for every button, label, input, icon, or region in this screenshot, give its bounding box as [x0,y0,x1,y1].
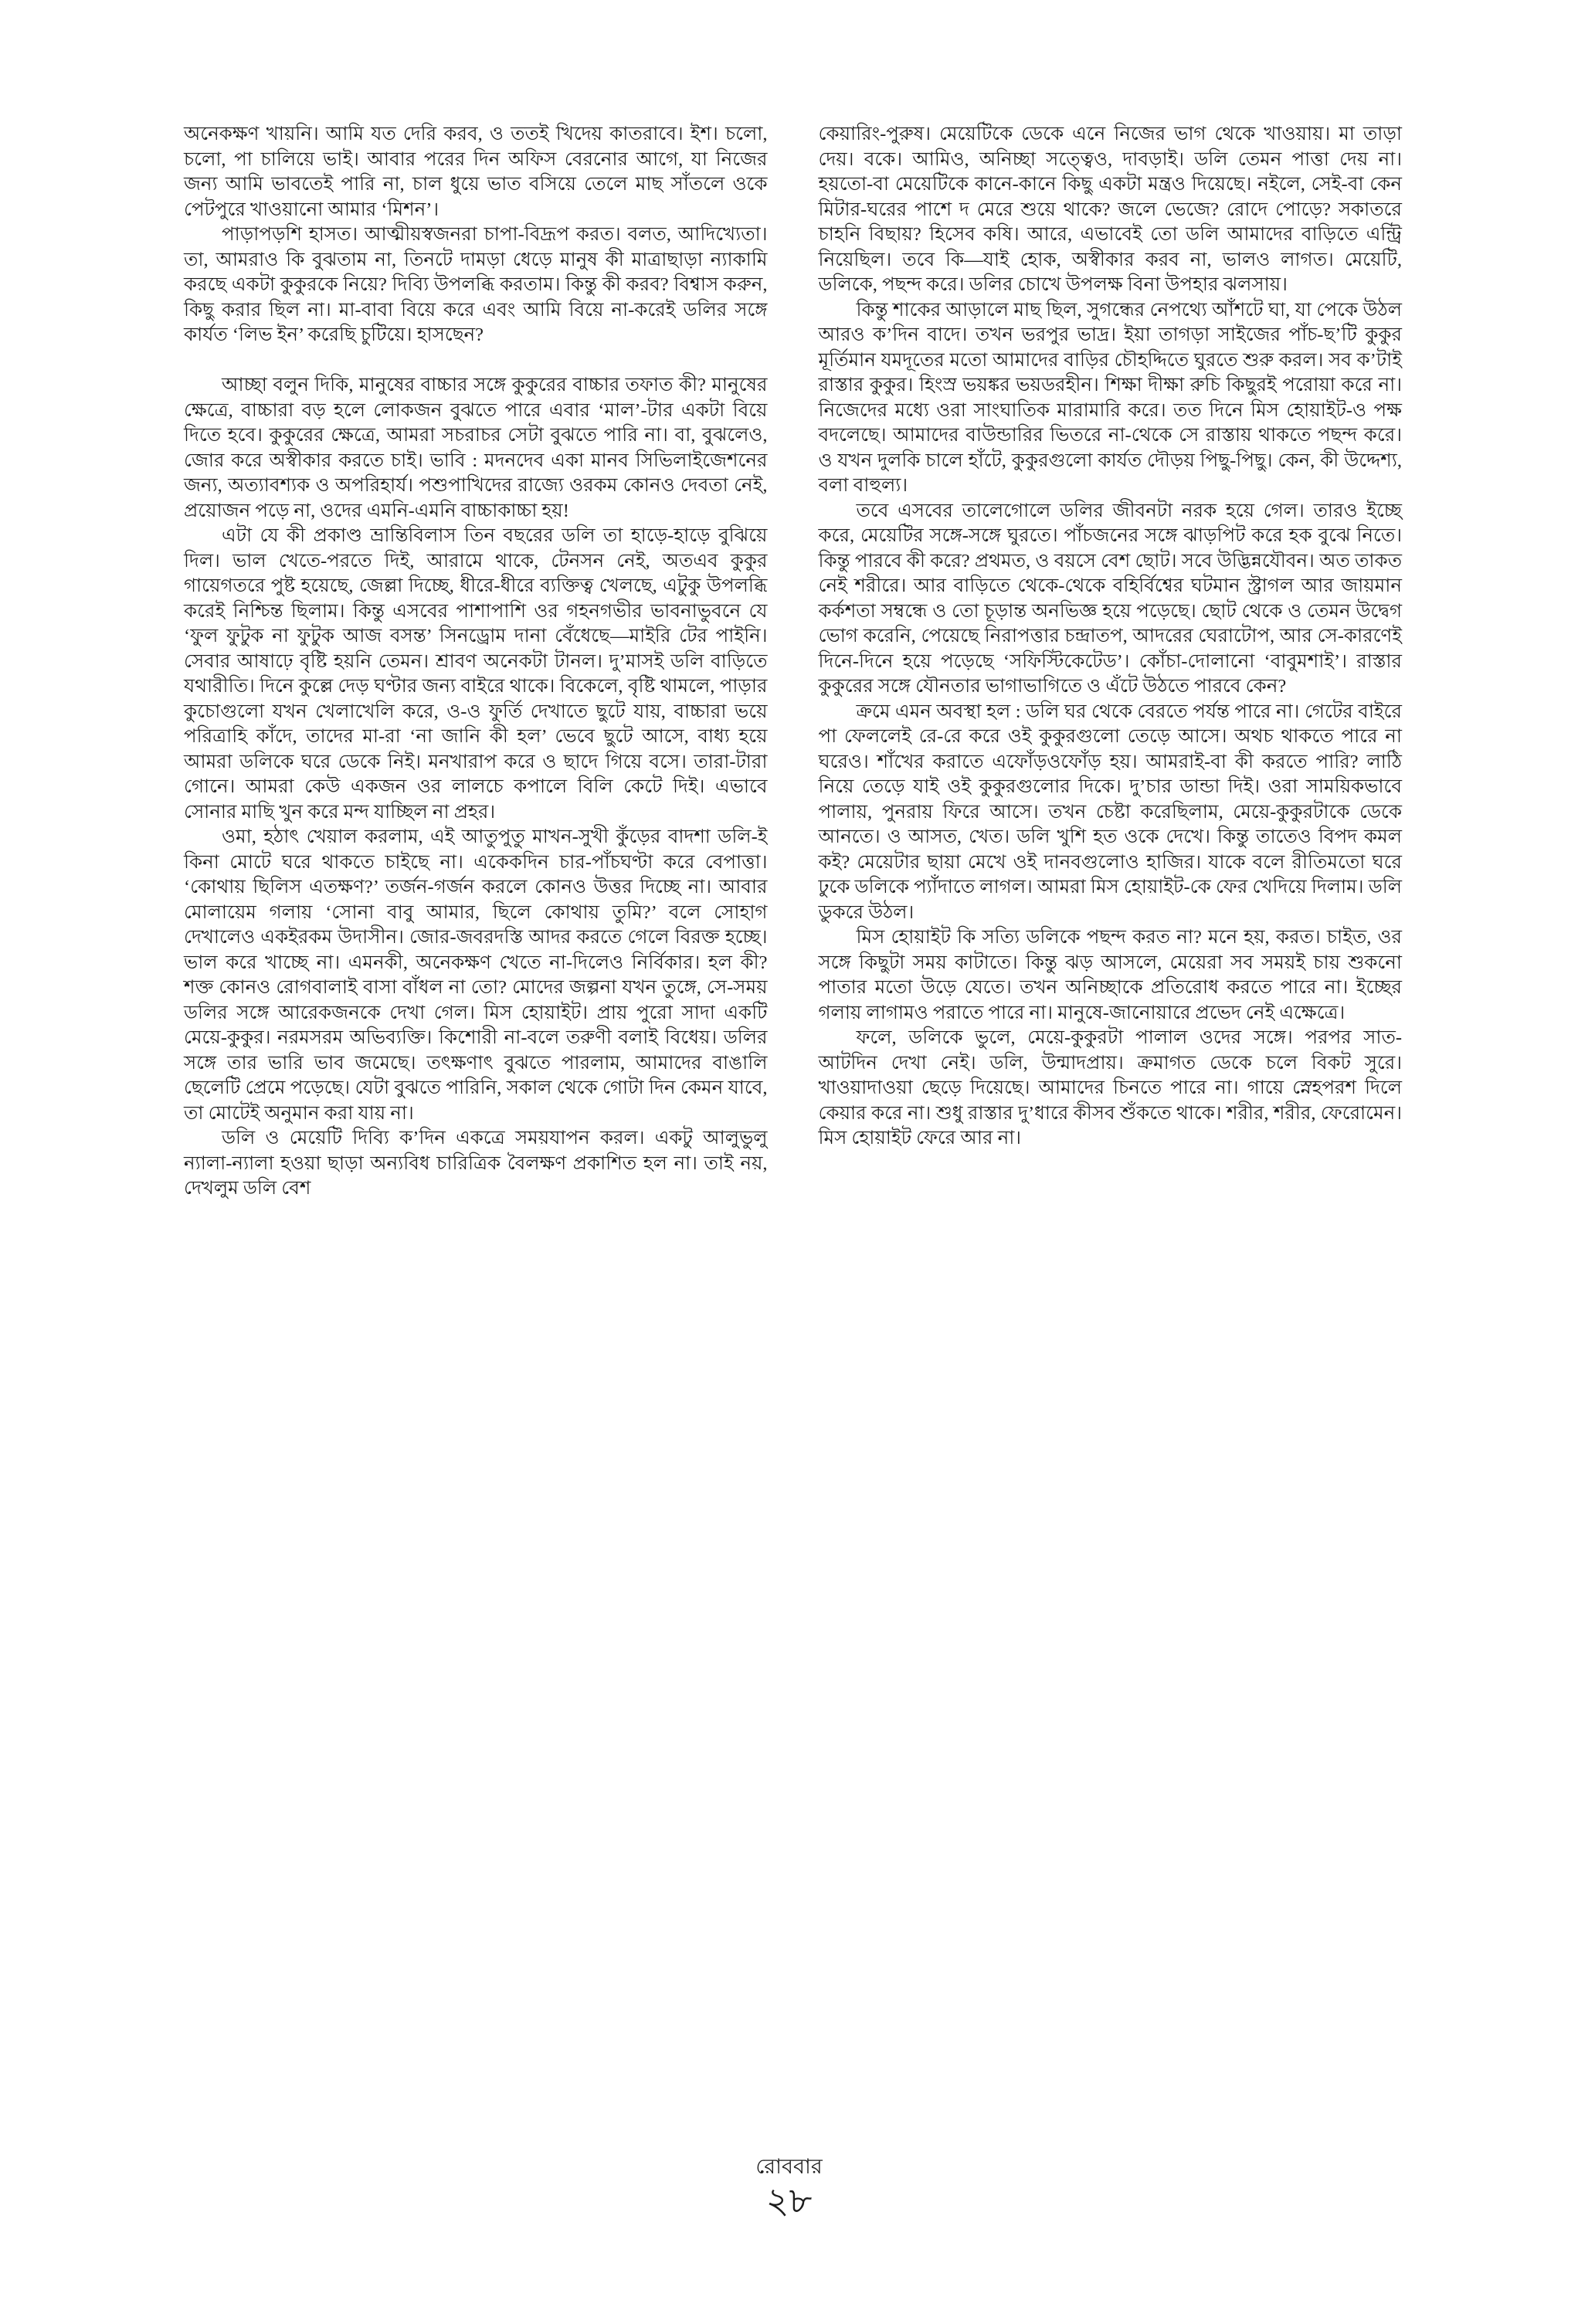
paragraph: কেয়ারিং-পুরুষ। মেয়েটিকে ডেকে এনে নিজের ভাগ থেকে খাওয়ায়। মা তাড়া দেয়। বকে। আমিও, অনিচ্ছা সত্ত্বেও, দাবড়াই। ডলি তেমন পাত্তা দেয় না। হয়তো-বা মেয়েটিকে কানে-কানে কিছু একটা মন্ত্রও দিয়েছে। নইলে, সেই-বা কেন মিটার-ঘরের পাশে দ মেরে শুয়ে থাকে? জলে ভেজে? রোদে পোড়ে? সকাতরে চাহনি বিছায়? হিসেব কষি। আরে, এভাবেই তো ডলি আমাদের বাড়িতে এন্ট্রি নিয়েছিল। তবে কি—যাই হোক, অস্বীকার করব না, ভালও লাগত। মেয়েটি, ডলিকে, পছন্দ করে। ডলির চোখে উপলক্ষ বিনা উপহার ঝলসায়। [818,124,1402,295]
page-number: ২৮ [765,2181,813,2221]
paragraph: ওমা, হঠাৎ খেয়াল করলাম, এই আতুপুতু মাখন-সুখী কুঁড়ের বাদশা ডলি-ই কিনা মোটে ঘরে থাকতে চাইছে না। একেকদিন চার-পাঁচঘণ্টা করে বেপাত্তা। ‘কোথায় ছিলিস এতক্ষণ?’ তর্জন-গর্জন করলে কোনও উত্তর দিচ্ছে না। আবার মোলায়েম গলায় ‘সোনা বাবু আমার, ছিলে কোথায় তুমি?’ বলে সোহাগ দেখালেও একইরকম উদাসীন। জোর-জবরদস্তি আদর করতে গেলে বিরক্ত হচ্ছে। ভাল করে খাচ্ছে না। এমনকী, অনেকক্ষণ খেতে না-দিলেও নির্বিকার। হল কী? শক্ত কোনও রোগবালাই বাসা বাঁধল না তো? মোদের জল্পনা যখন তুঙ্গে, সে-সময় ডলির সঙ্গে আরেকজনকে দেখা গেল। মিস হোয়াইট। প্রায় পুরো সাদা একটি মেয়ে-কুকুর। নরমসরম অভিব্যক্তি। কিশোরী না-বলে তরুণী বলাই বিধেয়। ডলির সঙ্গে তার ভারি ভাব জমেছে। তৎক্ষণাৎ বুঝতে পারলাম, আমাদের বাঙালি ছেলেটি প্রেমে পড়েছে। যেটা বুঝতে পারিনি, সকাল থেকে গোটা দিন কেমন যাবে, তা মোটেই অনুমান করা যায় না। [184,826,768,1124]
paragraph: তবে এসবের তালেগোলে ডলির জীবনটা নরক হয়ে গেল। তারও ইচ্ছে করে, মেয়েটির সঙ্গে-সঙ্গে ঘুরতে। পাঁচজনের সঙ্গে ঝাড়পিট করে হক বুঝে নিতে। কিন্তু পারবে কী করে? প্রথমত, ও বয়সে বেশ ছোট। সবে উদ্ভিন্নযৌবন। অত তাকত নেই শরীরে। আর বাড়িতে থেকে-থেকে বহির্বিশ্বের ঘটমান স্ট্রাগল আর জায়মান কর্কশতা সম্বন্ধে ও তো চূড়ান্ত অনভিজ্ঞ হয়ে পড়েছে। ছোট থেকে ও তেমন উদ্বেগ ভোগ করেনি, পেয়েছে নিরাপত্তার চন্দ্রাতপ, আদরের ঘেরাটোপ, আর সে-কারণেই দিনে-দিনে হয়ে পড়েছে ‘সফিস্টিকেটেড’। কোঁচা-দোলানো ‘বাবুমশাই’। রাস্তার কুকুরের সঙ্গে যৌনতার ভাগাভাগিতে ও এঁটে উঠতে পারবে কেন? [818,500,1402,697]
column-left [184,122,768,1202]
paragraph: অনেকক্ষণ খায়নি। আমি যত দেরি করব, ও ততই খিদেয় কাতরাবে। ইশ। চলো, চলো, পা চালিয়ে ভাই। আবার পরের দিন অফিস বেরনোর আগে, যা নিজের জন্য আমি ভাবতেই পারি না, চাল ধুয়ে ভাত বসিয়ে তেলে মাছ সাঁতলে ওকে পেটপুরে খাওয়ানো আমার ‘মিশন’। [184,124,768,220]
column-right [819,122,1403,1202]
paragraph: আচ্ছা বলুন দিকি, মানুষের বাচ্চার সঙ্গে কুকুরের বাচ্চার তফাত কী? মানুষের ক্ষেত্রে, বাচ্চারা বড় হলে লোকজন বুঝতে পারে এবার ‘মাল’-টার একটা বিয়ে দিতে হবে। কুকুরের ক্ষেত্রে, আমরা সচরাচর সেটা বুঝতে পারি না। বা, বুঝলেও, জোর করে অস্বীকার করতে চাই। ভাবি : মদনদেব একা মানব সিভিলাইজেশনের জন্য, অত্যাবশ্যক ও অপরিহার্য। পশুপাখিদের রাজ্যে ওরকম কোনও দেবতা নেই, প্রয়োজন পড়ে না, ওদের এমনি-এমনি বাচ্চাকাচ্চা হয়! [184,375,768,521]
paragraph: মিস হোয়াইট কি সত্যি ডলিকে পছন্দ করত না? মনে হয়, করত। চাইত, ওর সঙ্গে কিছুটা সময় কাটাতে। কিন্তু ঝড় আসলে, মেয়েরা সব সময়ই চায় শুকনো পাতার মতো উড়ে যেতে। তখন অনিচ্ছাকে প্রতিরোধ করতে পারে না। ইচ্ছের গলায় লাগামও পরাতে পারে না। মানুষে-জানোয়ারে প্রভেদ নেই এক্ষেত্রে। [818,927,1402,1023]
magazine-name: রোববার [755,2155,823,2178]
paragraph: ডলি ও মেয়েটি দিব্যি ক’দিন একত্রে সময়যাপন করল। একটু আলুভুলু ন্যালা-ন্যালা হওয়া ছাড়া অন্যবিধ চারিত্রিক বৈলক্ষণ প্রকাশিত হল না। তাই নয়, দেখলুম ডলি বেশ [184,1128,768,1199]
article-body [184,122,1402,1202]
paragraph: ফলে, ডলিকে ভুলে, মেয়ে-কুকুরটা পালাল ওদের সঙ্গে। পরপর সাত-আটদিন দেখা নেই। ডলি, উন্মাদপ্রায়। ক্রমাগত ডেকে চলে বিকট সুরে। খাওয়াদাওয়া ছেড়ে দিয়েছে। আমাদের চিনতে পারে না। গায়ে স্নেহপরশ দিলে কেয়ার করে না। শুধু রাস্তার দু’ধারে কীসব শুঁকতে থাকে। শরীর, শরীর, ফেরোমেন। মিস হোয়াইট ফেরে আর না। [818,1027,1402,1148]
page-footer [0,2153,1578,2223]
paragraph: এটা যে কী প্রকাণ্ড ভ্রান্তিবিলাস তিন বছরের ডলি তা হাড়ে-হাড়ে বুঝিয়ে দিল। ভাল খেতে-পরতে দিই, আরামে থাকে, টেনসন নেই, অতএব কুকুর গায়েগতরে পুষ্ট হয়েছে, জেল্লা দিচ্ছে, ধীরে-ধীরে ব্যক্তিত্ব খেলছে, এটুকু উপলব্ধি করেই নিশ্চিন্ত ছিলাম। কিন্তু এসবের পাশাপাশি ওর গহনগভীর ভাবনাভুবনে যে ‘ফুল ফুটুক না ফুটুক আজ বসন্ত’ সিনড্রোম দানা বেঁধেছে—মাইরি টের পাইনি। সেবার আষাঢ়ে বৃষ্টি হয়নি তেমন। শ্রাবণ অনেকটা টানল। দু’মাসই ডলি বাড়িতে যথারীতি। দিনে কুল্লে দেড় ঘণ্টার জন্য বাইরে থাকে। বিকেলে, বৃষ্টি থামলে, পাড়ার কুচোগুলো যখন খেলাখেলি করে, ও-ও ফুর্তি দেখাতে ছুটে যায়, বাচ্চারা ভয়ে পরিত্রাহি কাঁদে, তাদের মা-রা ‘না জানি কী হল’ ভেবে ছুটে আসে, বাধ্য হয়ে আমরা ডলিকে ঘরে ডেকে নিই। মনখারাপ করে ও ছাদে গিয়ে বসে। তারা-টারা গোনে। আমরা কেউ একজন ওর লালচে কপালে বিলি কেটে দিই। এভাবে সোনার মাছি খুন করে মন্দ যাচ্ছিল না প্রহর। [184,525,768,823]
paragraph: পাড়াপড়শি হাসত। আত্মীয়স্বজনরা চাপা-বিদ্রূপ করত। বলত, আদিখ্যেতা। তা, আমরাও কি বুঝতাম না, তিনটে দামড়া ধেড়ে মানুষ কী মাত্রাছাড়া ন্যাকামি করছে একটা কুকুরকে নিয়ে? দিব্যি উপলব্ধি করতাম। কিন্তু কী করব? বিশ্বাস করুন, কিছু করার ছিল না। মা-বাবা বিয়ে করে এবং আমি বিয়ে না-করেই ডলির সঙ্গে কার্যত ‘লিভ ইন’ করেছি চুটিয়ে। হাসছেন? [184,224,768,345]
paragraph: কিন্তু শাকের আড়ালে মাছ ছিল, সুগন্ধের নেপথ্যে আঁশটে ঘা, যা পেকে উঠল আরও ক’দিন বাদে। তখন ভরপুর ভাদ্র। ইয়া তাগড়া সাইজের পাঁচ-ছ’টি কুকুর মূর্তিমান যমদূতের মতো আমাদের বাড়ির চৌহদ্দিতে ঘুরতে শুরু করল। সব ক’টাই রাস্তার কুকুর। হিংস্র ভয়ঙ্কর ভয়ডরহীন। শিক্ষা দীক্ষা রুচি কিছুরই পরোয়া করে না। নিজেদের মধ্যে ওরা সাংঘাতিক মারামারি করে। তত দিনে মিস হোয়াইট-ও পক্ষ বদলেছে। আমাদের বাউন্ডারির ভিতরে না-থেকে সে রাস্তায় থাকতে পছন্দ করে। ও যখন দুলকি চালে হাঁটে, কুকুরগুলো কার্যত দৌড়য় পিছু-পিছু। কেন, কী উদ্দেশ্য, বলা বাহুল্য। [818,299,1402,496]
paragraph: ক্রমে এমন অবস্থা হল : ডলি ঘর থেকে বেরতে পর্যন্ত পারে না। গেটের বাইরে পা ফেললেই রে-রে করে ওই কুকুরগুলো তেড়ে আসে। অথচ থাকতে পারে না ঘরেও। শাঁখের করাতে এফোঁড়ওফোঁড় হয়। আমরাই-বা কী করতে পারি? লাঠি নিয়ে তেড়ে যাই ওই কুকুরগুলোর দিকে। দু’চার ডান্ডা দিই। ওরা সাময়িকভাবে পালায়, পুনরায় ফিরে আসে। তখন চেষ্টা করেছিলাম, মেয়ে-কুকুরটাকে ডেকে আনতে। ও আসত, খেত। ডলি খুশি হত ওকে দেখে। কিন্তু তাতেও বিপদ কমল কই? মেয়েটার ছায়া মেখে ওই দানবগুলোও হাজির। যাকে বলে রীতিমতো ঘরে ঢুকে ডলিকে প্যাঁদাতে লাগল। আমরা মিস হোয়াইট-কে ফের খেদিয়ে দিলাম। ডলি ডুকরে উঠল। [818,701,1402,923]
